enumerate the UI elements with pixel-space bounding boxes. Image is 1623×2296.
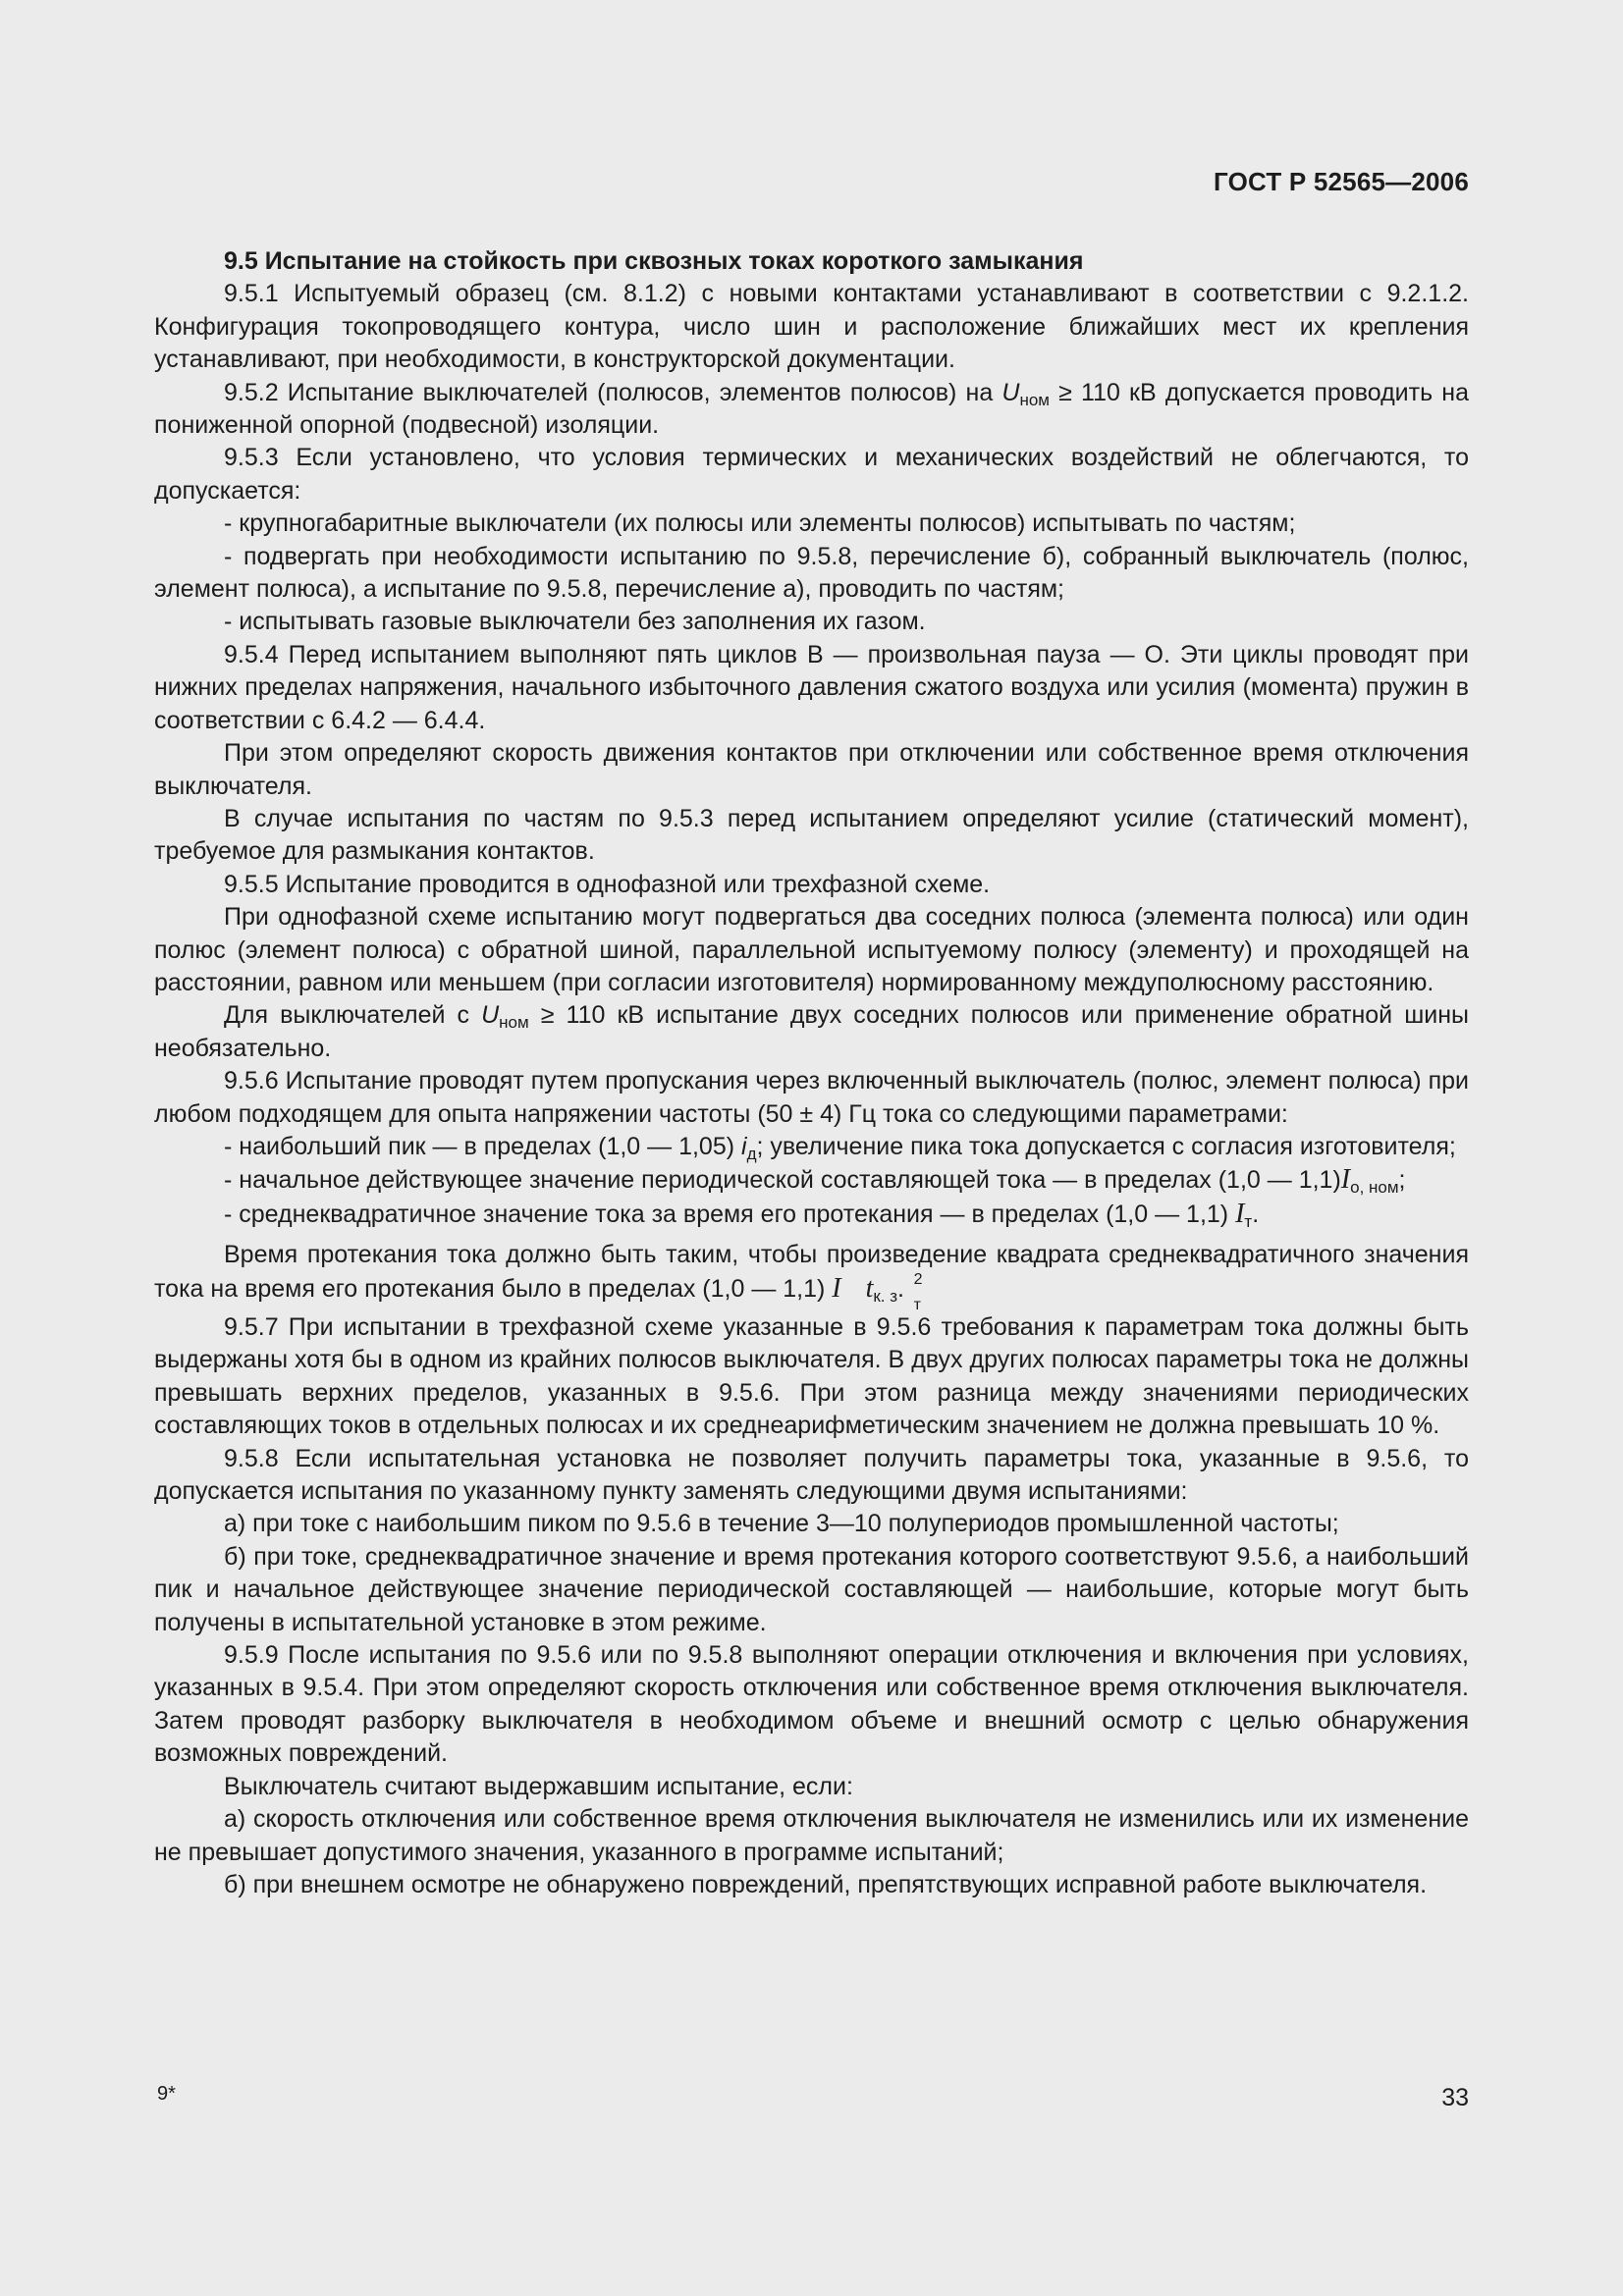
text: ; увеличение пика тока допускается с согласия изготовителя;: [756, 1132, 1456, 1160]
subscript: ном: [1019, 390, 1050, 409]
superscript: 2: [913, 1270, 923, 1288]
subscript: т: [913, 1296, 921, 1313]
list-item: б) при внешнем осмотре не обнаружено повреждений, препятствующих исправной работе выключателя.: [224, 1870, 1428, 1898]
list-item: б) при токе, среднеквадратичное значение и время протекания которого соответствуют 9.5.6, а наибольший пик и начальное действующее значение периодической составляющей — наибольшие, которые могут быть получены в испытательной установке в этом режиме.: [154, 1542, 1469, 1636]
text: ≥ 110 кВ допускается проводить на пониженной опорной (подвесной) изоляции.: [154, 378, 1469, 440]
paragraph-9-5-8: 9.5.8 Если испытательная установка не позволяет получить параметры тока, указанные в 9.5.6, то допускается испытания по указанному пункту заменять следующими двумя испытаниями:: [154, 1444, 1469, 1506]
text: - среднеквадратичное значение тока за время его протекания — в пределах (1,0 — 1,1): [224, 1200, 1236, 1228]
text: .: [897, 1274, 904, 1303]
text: 9.5.2 Испытание выключателей (полюсов, элементов полюсов) на: [224, 378, 1002, 406]
symbol-i: I: [1235, 1198, 1245, 1229]
symbol-u: U: [1001, 378, 1020, 406]
paragraph: При этом определяют скорость движения контактов при отключении или собственное время отключения выключателя.: [154, 739, 1469, 800]
list-item: [154, 1198, 1469, 1231]
paragraph-9-5-5: 9.5.5 Испытание проводится в однофазной или трехфазной схеме.: [224, 870, 991, 898]
subscript: к. з: [873, 1286, 898, 1306]
paragraph-9-5-6: 9.5.6 Испытание проводят путем пропускания через включенный выключатель (полюс, элемент полюса) при любом подходящем для опыта напряжении частоты (50 ± 4) Гц тока со следующими параметрами:: [154, 1067, 1469, 1128]
list-item: - испытывать газовые выключатели без заполнения их газом.: [224, 608, 926, 636]
section-title: 9.5 Испытание на стойкость при сквозных токах короткого замыкания: [224, 247, 1084, 275]
paragraph: При однофазной схеме испытанию могут подвергаться два соседних полюса (элемента полюса) или один полюс (элемент полюса) с обратной шиной, параллельной испытуемому полюсу (элементу) и проходящей на расстоянии, равном или меньшем (при согласии изготовителя) нормированному междуполюсному расстоянию.: [154, 903, 1469, 996]
list-item: - крупногабаритные выключатели (их полюсы или элементы полюсов) испытывать по частям;: [224, 509, 1296, 538]
symbol-t: t: [865, 1272, 874, 1304]
list-item: - подвергать при необходимости испытанию по 9.5.8, перечисление б), собранный выключатель (полюс, элемент полюса), а испытание по 9.5.8, перечисление а), проводить по частям;: [154, 542, 1469, 604]
document-number: ГОСТ Р 52565—2006: [1214, 167, 1469, 196]
text: .: [1252, 1200, 1260, 1228]
paragraph: Выключатель считают выдержавшим испытание, если:: [224, 1772, 853, 1800]
paragraph: [154, 999, 1469, 1065]
paragraph-9-5-9: 9.5.9 После испытания по 9.5.6 или по 9.5.8 выполняют операции отключения и включения при условиях, указанных в 9.5.4. При этом определяют скорость отключения или собственное время отключения выключателя. Затем проводят разборку выключателя в необходимом объеме и внешний осмотр с целью обнаружения возможных повреждений.: [154, 1641, 1469, 1768]
subscript: о, ном: [1350, 1178, 1399, 1198]
subscript: т: [1244, 1211, 1253, 1231]
list-item: а) при токе с наибольшим пиком по 9.5.6 в течение 3—10 полупериодов промышленной частоты;: [224, 1510, 1339, 1538]
paragraph-9-5-2: [154, 377, 1469, 443]
paragraph-9-5-4: 9.5.4 Перед испытанием выполняют пять циклов В — произвольная пауза — О. Эти циклы проводят при нижних пределах напряжения, начального избыточного давления сжатого воздуха или усилия (момента) пружин в соответствии с 6.4.2 — 6.4.4.: [154, 640, 1469, 734]
subscript: д: [746, 1144, 757, 1163]
document-body: [154, 245, 1469, 1901]
list-item: [154, 1163, 1469, 1197]
symbol-u: U: [481, 1001, 500, 1030]
text: - начальное действующее значение периодической составляющей тока — в пределах (1,0 — 1,1): [224, 1166, 1341, 1195]
list-item: а) скорость отключения или собственное время отключения выключателя не изменились или их изменение не превышает допустимого значения, указанного в программе испытаний;: [154, 1805, 1469, 1866]
paragraph-9-5-1: 9.5.1 Испытуемый образец (см. 8.1.2) с новыми контактами устанавливают в соответствии с 9.2.1.2. Конфигурация токопроводящего контура, число шин и расположение ближайших мест их крепления устанавливают, при необходимости, в конструкторской документации.: [154, 280, 1469, 374]
list-item: [154, 1131, 1469, 1163]
symbol-i: I: [832, 1272, 841, 1304]
paragraph-9-5-3: 9.5.3 Если установлено, что условия термических и механических воздействий не облегчаются, то допускается:: [154, 444, 1469, 505]
symbol-i: i: [741, 1132, 747, 1160]
page-number: 33: [1441, 2084, 1469, 2111]
text: ;: [1398, 1166, 1406, 1195]
symbol-i: I: [1340, 1164, 1351, 1196]
paragraph-formula: [154, 1239, 1469, 1313]
text: Время протекания тока должно быть таким, чтобы произведение квадрата среднеквадратичного значения тока на время его протекания было в пределах (1,0 — 1,1): [154, 1241, 1469, 1303]
text: Для выключателей с: [224, 1001, 482, 1030]
text: ≥ 110 кВ испытание двух соседних полюсов или применение обратной шины необязательно.: [154, 1001, 1470, 1062]
sheet-mark: 9*: [157, 2083, 176, 2105]
text: - наибольший пик — в пределах (1,0 — 1,05): [224, 1132, 742, 1160]
paragraph-9-5-7: 9.5.7 При испытании в трехфазной схеме указанные в 9.5.6 требования к параметрам тока должны быть выдержаны хотя бы в одном из крайних полюсов выключателя. В двух других полюсах параметры тока не должны превышать верхних пределов, указанных в 9.5.6. При этом разница между значениями периодических составляющих токов в отдельных полюсах и их среднеарифметическим значением не должна превышать 10 %.: [154, 1313, 1469, 1440]
paragraph: В случае испытания по частям по 9.5.3 перед испытанием определяют усилие (статический момент), требуемое для размыкания контактов.: [154, 804, 1469, 866]
subscript: ном: [499, 1013, 529, 1033]
